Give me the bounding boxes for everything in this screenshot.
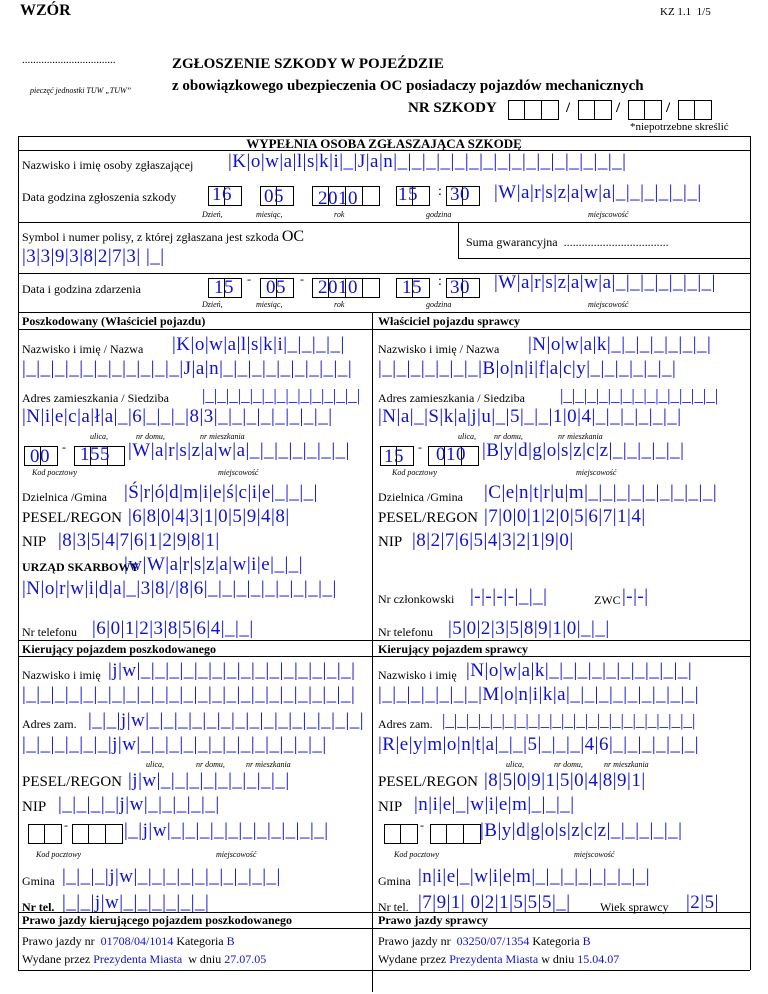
form-title: ZGŁOSZENIE SZKODY W POJEŹDZIE xyxy=(172,56,444,72)
license-injured-issuer: Prezydenta Miasta xyxy=(93,952,183,966)
tax-office-field[interactable]: |w|W|a|r|s|z|a|w|i|e|_|_| xyxy=(124,554,304,575)
driver-injured-section-title: Kierujący pojazdem poszkodowanego xyxy=(22,642,216,656)
perp-name-field-1[interactable]: |N|o|w|a|k|_|_|_|_|_|_|_| xyxy=(528,334,712,355)
license-injured-date: 27.07.05 xyxy=(224,952,267,966)
driver-perp-section-title: Kierujący pojazdem sprawcy xyxy=(378,642,528,656)
license-perp-category: B xyxy=(582,934,591,948)
perp-section-title: Właściciel pojazdu sprawcy xyxy=(378,314,520,328)
policy-label: Symbol i numer polisy, z której zgłaszana jest szkoda OC xyxy=(22,228,305,245)
perp-name-field-2[interactable]: |_|_|_|_|_|_|_|B|o|n|i|f|a|c|y|_|_|_|_|_|_| xyxy=(378,358,677,379)
member-number-field[interactable]: |-|-|-|-|_|_| xyxy=(470,586,548,607)
driver-perp-gmina[interactable]: |n|i|e|_|w|i|e|m|_|_|_|_|_|_|_|_| xyxy=(418,866,651,887)
perp-name-label: Nazwisko i imię / Nazwa xyxy=(378,342,500,356)
driver-perp-pesel-label: PESEL/REGON xyxy=(378,774,479,790)
form-subtitle: z obowiązkowego ubezpieczenia OC posiadaczy pojazdów mechanicznych xyxy=(172,78,644,94)
report-place-field[interactable]: |W|a|r|s|z|a|w|a|_|_|_|_|_|_| xyxy=(494,182,702,203)
insurance-sum-label: Suma gwarancyjna ................................... xyxy=(466,235,669,249)
injured-pesel-label: PESEL/REGON xyxy=(22,510,123,526)
perp-district-field[interactable]: |C|e|n|t|r|u|m|_|_|_|_|_|_|_|_|_| xyxy=(484,482,718,503)
license-injured-number: 01708/04/1014 xyxy=(100,934,174,948)
driver-perp-pesel[interactable]: |8|5|0|9|1|5|0|4|8|9|1| xyxy=(484,770,646,791)
claim-number-box-4[interactable] xyxy=(678,100,712,120)
perp-pesel-label: PESEL/REGON xyxy=(378,510,479,526)
driver-perp-name-2[interactable]: |_|_|_|_|_|_|_|M|o|n|i|k|a|_|_|_|_|_|_|_|_|_| xyxy=(378,684,700,705)
stamp-dots: .................................. xyxy=(22,54,116,66)
reporter-name-field[interactable]: |K|o|w|a|l|s|k|i|_|J|a|n|_|_|_|_|_|_|_|_|_|_|_|_|_|_|_|_| xyxy=(228,151,627,172)
license-injured-row: Prawo jazdy nr 01708/04/1014 Kategoria B xyxy=(22,934,235,948)
injured-nip-field[interactable]: |8|3|5|4|7|6|1|2|9|8|1| xyxy=(58,530,220,551)
driver-perp-addr-2[interactable]: |R|e|y|m|o|n|t|a|_|_|5|_|_|_|4|6|_|_|_|_|_|_| xyxy=(378,734,700,755)
injured-address-label: Adres zamieszkania / Siedziba xyxy=(22,391,169,405)
driver-perp-zip-1[interactable] xyxy=(384,824,418,844)
license-perp-date: 15.04.07 xyxy=(577,952,620,966)
driver-injured-addr-2[interactable]: |_|_|_|_|_|_|j|w|_|_|_|_|_|_|_|_|_|_|_|_|_| xyxy=(22,734,327,755)
perp-nip-field[interactable]: |8|2|7|6|5|4|3|2|1|9|0| xyxy=(412,530,574,551)
perp-street-field[interactable]: |N|a|_|S|k|a|j|u|_|5|_|_|1|0|4|_|_|_|_|_|_| xyxy=(378,406,682,427)
driver-perp-name-label: Nazwisko i imię xyxy=(378,668,457,682)
license-perp-number: 03250/07/1354 xyxy=(456,934,530,948)
form-code: KZ 1.1 1/5 xyxy=(660,6,711,18)
driver-injured-gmina-label: Gmina xyxy=(22,874,55,888)
claim-number-box-2[interactable] xyxy=(578,100,612,120)
injured-section-title: Poszkodowany (Właściciel pojazdu) xyxy=(22,314,206,328)
footnote: *niepotrzebne skreślić xyxy=(630,121,729,133)
driver-perp-tel[interactable]: |7|9|1| 0|2|1|5|5|5|_| xyxy=(418,892,571,913)
perp-address-label: Adres zamieszkania / Siedziba xyxy=(378,391,525,405)
policy-number-field[interactable]: |3|3|9|3|8|2|7|3| |_| xyxy=(22,246,165,267)
incident-date-label: Data i godzina zdarzenia xyxy=(22,282,141,296)
license-perp-section-title: Prawo jazdy sprawcy xyxy=(378,913,488,927)
driver-injured-city[interactable]: |_|j|w|_|_|_|_|_|_|_|_|_|_|_| xyxy=(124,820,329,841)
claim-number-box-3[interactable] xyxy=(628,100,662,120)
template-mark: WZÓR xyxy=(20,2,71,19)
injured-phone-label: Nr telefonu xyxy=(22,625,77,639)
injured-name-field-2[interactable]: |_|_|_|_|_|_|_|_|_|_|_|J|a|n|_|_|_|_|_|_|_|_|_| xyxy=(22,358,353,379)
member-number-label: Nr członkowski xyxy=(378,592,455,606)
license-perp-issuer: Prezydenta Miasta xyxy=(449,952,539,966)
tax-office-address-field[interactable]: |N|o|r|w|i|d|a|_|3|8|/|8|6|_|_|_|_|_|_|_|_|_| xyxy=(22,578,337,599)
incident-place-field[interactable]: |W|a|r|s|z|a|w|a|_|_|_|_|_|_|_| xyxy=(494,272,716,293)
tax-office-label: URZĄD SKARBOWY xyxy=(22,560,140,574)
perp-phone-field[interactable]: |5|0|2|3|5|8|9|1|0|_|_| xyxy=(448,618,610,639)
license-injured-category: B xyxy=(226,934,235,948)
injured-pesel-field[interactable]: |6|8|0|4|3|1|0|5|9|4|8| xyxy=(128,506,290,527)
driver-perp-tel-label: Nr tel. xyxy=(378,900,409,914)
reporter-name-label: Nazwisko i imię osoby zgłaszającej xyxy=(22,158,194,172)
injured-district-label: Dzielnica /Gmina xyxy=(22,490,107,504)
claim-number-label: NR SZKODY xyxy=(408,100,497,116)
driver-injured-gmina[interactable]: |_|_|_|j|w|_|_|_|_|_|_|_|_|_|_| xyxy=(62,866,281,887)
driver-injured-addr-1[interactable]: |_|_|j|w|_|_|_|_|_|_|_|_|_|_|_|_|_|_|_| xyxy=(88,710,365,731)
injured-phone-field[interactable]: |6|0|1|2|3|8|5|6|4|_|_| xyxy=(92,618,254,639)
injured-nip-label: NIP xyxy=(22,534,47,550)
report-date-label: Data godzina zgłoszenia szkody xyxy=(22,190,177,204)
injured-city-field[interactable]: |W|a|r|s|z|a|w|a|_|_|_|_|_|_|_| xyxy=(128,440,350,461)
license-injured-issued-row: Wydane przez Prezydenta Miasta w dniu 27.07.05 xyxy=(22,952,267,966)
injured-district-field[interactable]: |Ś|r|ó|d|m|i|e|ś|c|i|e|_|_|_| xyxy=(124,482,318,503)
driver-injured-addr-label: Adres zam. xyxy=(22,717,77,731)
driver-perp-addr-1[interactable]: |_|_|_|_|_|_|_|_|_|_|_|_|_|_|_|_|_|_|_|_|_| xyxy=(442,711,696,730)
zwc-field[interactable]: |-|-| xyxy=(622,586,649,607)
driver-injured-pesel-label: PESEL/REGON xyxy=(22,774,123,790)
driver-injured-tel-label: Nr tel. xyxy=(22,900,55,914)
license-injured-section-title: Prawo jazdy kierującego pojazdem poszkodowanego xyxy=(22,913,292,927)
driver-perp-age-label: Wiek sprawcy xyxy=(600,900,669,914)
perp-nip-label: NIP xyxy=(378,534,403,550)
driver-injured-tel[interactable]: |_|_|j|w|_|_|_|_|_|_| xyxy=(62,892,210,913)
driver-perp-age[interactable]: |2|5| xyxy=(686,892,719,913)
driver-injured-zip-2[interactable] xyxy=(72,824,123,844)
driver-injured-pesel[interactable]: |j|w|_|_|_|_|_|_|_|_|_| xyxy=(128,770,290,791)
stamp-label: pieczęć jednostki TUW „TUW” xyxy=(30,86,132,95)
perp-pesel-field[interactable]: |7|0|0|1|2|0|5|6|7|1|4| xyxy=(484,506,646,527)
perp-phone-label: Nr telefonu xyxy=(378,625,433,639)
driver-perp-zip-2[interactable] xyxy=(430,824,481,844)
driver-perp-addr-label: Adres zam. xyxy=(378,717,433,731)
driver-injured-nip-label: NIP xyxy=(22,799,47,815)
zwc-label: ZWC xyxy=(594,593,621,607)
driver-injured-nip[interactable]: |_|_|_|_|j|w|_|_|_|_|_| xyxy=(58,794,220,815)
driver-perp-city[interactable]: |B|y|d|g|o|s|z|c|z|_|_|_|_|_| xyxy=(480,820,683,841)
driver-perp-name-1[interactable]: |N|o|w|a|k|_|_|_|_|_|_|_|_|_|_| xyxy=(466,660,693,681)
driver-injured-name-label: Nazwisko i imię xyxy=(22,668,101,682)
perp-district-label: Dzielnica /Gmina xyxy=(378,490,463,504)
page-number: 1/5 xyxy=(696,6,711,18)
claim-number-box-1[interactable] xyxy=(508,100,559,120)
driver-injured-name-1[interactable]: |j|w|_|_|_|_|_|_|_|_|_|_|_|_|_|_|_| xyxy=(108,660,356,681)
driver-injured-name-2[interactable]: |_|_|_|_|_|_|_|_|_|_|_|_|_|_|_|_|_|_|_|_|_|_|_| xyxy=(22,684,356,705)
driver-injured-zip-1[interactable] xyxy=(28,824,62,844)
reporter-section-title: WYPEŁNIA OSOBA ZGŁASZAJĄCA SZKODĘ xyxy=(246,136,522,151)
injured-street-field[interactable]: |N|i|e|c|a|ł|a|_|6|_|_|_|8|3|_|_|_|_|_|_|_|_| xyxy=(22,406,333,427)
license-perp-issued-row: Wydane przez Prezydenta Miasta w dniu 15.04.07 xyxy=(378,952,620,966)
driver-perp-gmina-label: Gmina xyxy=(378,874,411,888)
license-perp-row: Prawo jazdy nr 03250/07/1354 Kategoria B xyxy=(378,934,591,948)
injured-name-label: Nazwisko i imię / Nazwa xyxy=(22,342,144,356)
driver-perp-nip-label: NIP xyxy=(378,799,403,815)
injured-name-field-1[interactable]: |K|o|w|a|l|s|k|i|_|_|_|_| xyxy=(172,334,345,355)
driver-perp-nip[interactable]: |n|i|e|_|w|i|e|m|_|_|_| xyxy=(414,794,575,815)
perp-city-field[interactable]: |B|y|d|g|o|s|z|c|z|_|_|_|_|_| xyxy=(482,440,685,461)
